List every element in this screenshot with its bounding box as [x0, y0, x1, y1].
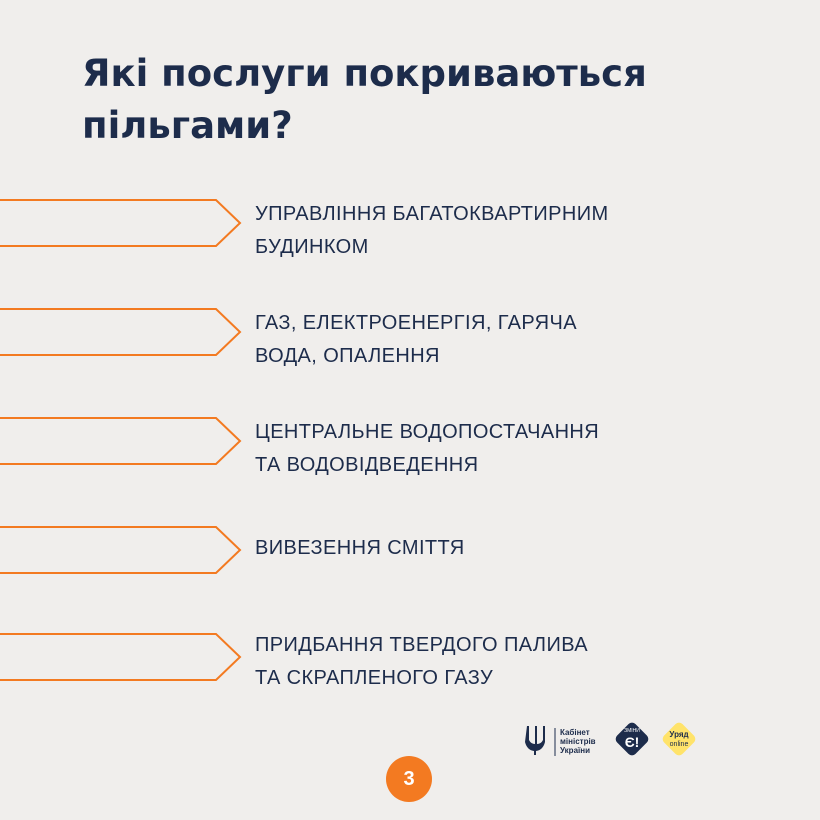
list-item-label: ЦЕНТРАЛЬНЕ ВОДОПОСТАЧАННЯ ТА ВОДОВІДВЕДЕННЯ [255, 421, 600, 476]
list-item [0, 307, 820, 367]
svg-text:ЗМІНИ: ЗМІНИ [624, 728, 640, 734]
trident-icon [525, 726, 545, 755]
list-item-label: УПРАВЛІННЯ БАГАТОКВАРТИРНИМ БУДИНКОМ [255, 203, 609, 258]
zminy-logo [614, 721, 651, 758]
arrow-icon [0, 632, 250, 684]
arrow-icon [0, 525, 250, 577]
footer-logos [524, 718, 724, 768]
list-item [0, 416, 820, 476]
arrow-icon [0, 307, 250, 359]
cabinet-logo-text: Кабінет [560, 728, 590, 737]
uryad-online-logo [661, 721, 698, 758]
svg-text:України: України [560, 746, 591, 755]
page-number-badge: 3 [386, 756, 432, 802]
svg-text:Є!: Є! [624, 734, 640, 750]
page-title: Які послуги покриваються пільгами? [82, 52, 647, 147]
list-item [0, 632, 820, 692]
arrow-icon [0, 416, 250, 468]
svg-text:Уряд: Уряд [669, 730, 689, 739]
svg-text:міністрів: міністрів [560, 737, 596, 746]
arrow-icon [0, 198, 250, 250]
list-item [0, 198, 820, 258]
list-item-label: ГАЗ, ЕЛЕКТРОЕНЕРГІЯ, ГАРЯЧА ВОДА, ОПАЛЕННЯ [255, 312, 577, 367]
list-item-label: ПРИДБАННЯ ТВЕРДОГО ПАЛИВА ТА СКРАПЛЕНОГО ГАЗУ [255, 634, 589, 689]
list-item [0, 525, 820, 585]
svg-text:online: online [669, 741, 689, 748]
list-item-label: ВИВЕЗЕННЯ СМІТТЯ [255, 537, 465, 559]
